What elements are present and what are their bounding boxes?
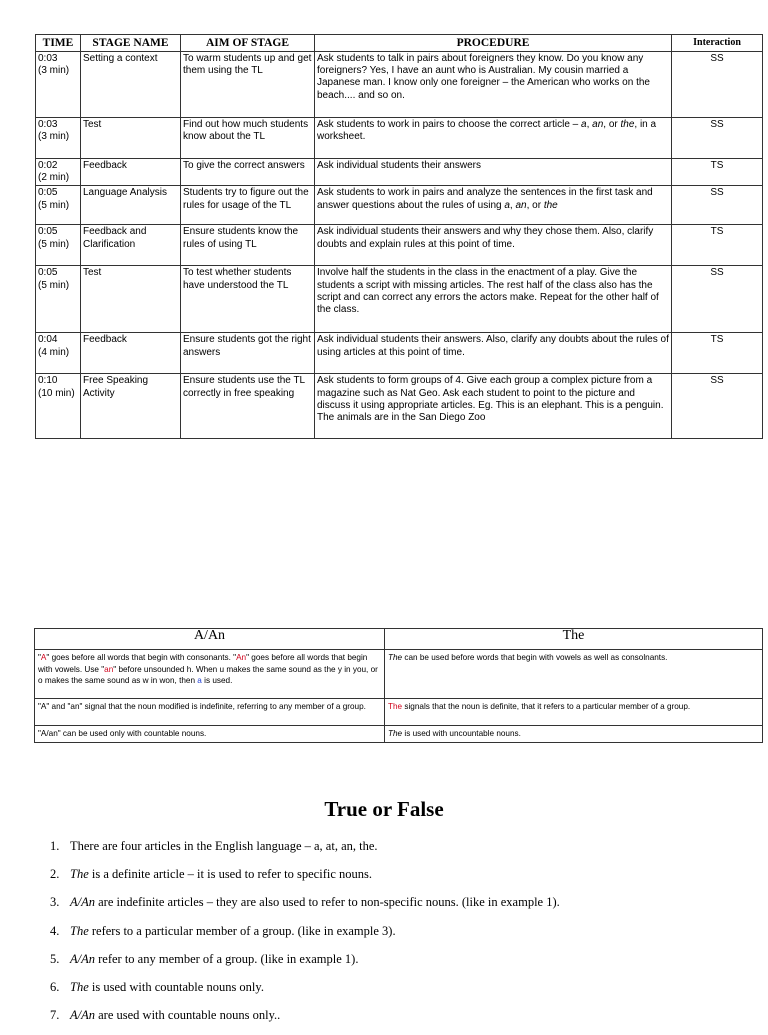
table-row	[35, 699, 763, 726]
article-the: The	[388, 653, 403, 662]
article-a: a	[581, 119, 587, 130]
stage-name-cell: Setting a context	[81, 52, 181, 118]
rule-text: can be used before words that begin with vowels as well as consolnants.	[402, 653, 668, 662]
lesson-plan-header-row	[36, 35, 763, 52]
duration-value: (4 min)	[38, 346, 70, 358]
item-number: 2.	[50, 867, 60, 882]
table-row	[36, 266, 763, 333]
aim-cell: Ensure students use the TL correctly in free speaking	[181, 374, 315, 439]
the-rule-cell	[385, 650, 763, 699]
item-number: 6.	[50, 979, 60, 994]
highlight-a: A	[40, 653, 47, 662]
aim-cell: Ensure students know the rules of using TL	[181, 225, 315, 266]
table-row	[36, 159, 763, 186]
list-item	[50, 1007, 560, 1035]
a-an-rule-cell: "A/an" can be used only with countable nouns.	[35, 726, 385, 743]
article-the: the	[620, 119, 635, 130]
table-row	[36, 52, 763, 118]
table-row	[35, 726, 763, 743]
item-number: 3.	[50, 895, 60, 910]
item-text: refer to any member of a group. (like in example 1).	[95, 951, 359, 966]
item-text: is used with countable nouns only.	[88, 979, 264, 994]
time-cell	[36, 333, 81, 374]
separator: ,	[509, 199, 516, 211]
header-a-an: A/An	[35, 629, 385, 650]
stage-name-cell: Feedback	[81, 333, 181, 374]
item-number: 4.	[50, 923, 60, 938]
time-value: 0:04	[38, 334, 58, 346]
time-value: 0:10	[38, 375, 58, 387]
article-a: a	[504, 199, 510, 211]
stage-name-cell: Free Speaking Activity	[81, 374, 181, 439]
procedure-text: , in a worksheet.	[317, 119, 657, 143]
rules-header-row	[35, 629, 763, 650]
the-rule-cell	[385, 699, 763, 726]
header-stage-name: STAGE NAME	[81, 35, 181, 52]
item-text: are indefinite articles – they are also used to refer to non-specific nouns. (like in example 1).	[95, 895, 560, 910]
a-an-rule-cell	[35, 650, 385, 699]
time-value: 0:02	[38, 160, 58, 171]
time-cell	[36, 225, 81, 266]
time-cell	[36, 159, 81, 186]
rule-text: " goes before all words that begin with vowels. Use "	[38, 653, 368, 674]
header-time: TIME	[36, 35, 81, 52]
procedure-cell: Ask students to form groups of 4. Give each group a complex picture from a magazine such as Nat Geo. Ask each student to point to the picture and discuss it using appropriate articles. Eg. This is an elephant. This is a penguin. The animals are in the San Diego Zoo	[315, 374, 672, 439]
header-interaction: Interaction	[672, 35, 763, 52]
item-text: are used with countable nouns only..	[95, 1008, 281, 1023]
list-item	[50, 866, 560, 894]
the-rule-cell	[385, 726, 763, 743]
aim-cell: To warm students up and get them using the TL	[181, 52, 315, 118]
header-procedure: PROCEDURE	[315, 35, 672, 52]
rule-text: "	[38, 653, 41, 662]
quiz-list	[50, 838, 560, 1035]
list-item	[50, 923, 560, 951]
rule-text: is used with uncountable nouns.	[402, 729, 521, 738]
time-cell	[36, 52, 81, 118]
interaction-cell: SS	[672, 266, 763, 333]
stage-name-cell: Language Analysis	[81, 186, 181, 225]
separator: ,	[586, 119, 593, 130]
time-value: 0:05	[38, 267, 58, 279]
stage-name-cell: Feedback	[81, 159, 181, 186]
article-an: an	[592, 119, 604, 130]
duration-value: (5 min)	[38, 238, 70, 250]
item-number: 1.	[50, 839, 60, 853]
header-the: The	[385, 629, 763, 650]
rule-text: signals that the noun is definite, that it refers to a particular member of a group.	[402, 702, 691, 711]
table-row	[36, 118, 763, 159]
time-cell	[36, 374, 81, 439]
procedure-cell: Ask individual students their answers	[315, 159, 672, 186]
interaction-cell: TS	[672, 159, 763, 186]
procedure-cell: Ask students to talk in pairs about foreigners they know. Do you know any foreigners? Yes, I have an aunt who is Australian. My cousin married a Japanese man. I know only one foreigner – the American who works on the beach.... and so on.	[315, 52, 672, 118]
list-item	[50, 838, 560, 866]
time-cell	[36, 266, 81, 333]
interaction-cell: SS	[672, 118, 763, 159]
interaction-cell: SS	[672, 374, 763, 439]
time-value: 0:03	[38, 53, 58, 64]
procedure-cell	[315, 118, 672, 159]
item-text: is a definite article – it is used to refer to specific nouns.	[88, 867, 372, 882]
article-the: The	[388, 729, 403, 738]
interaction-cell: SS	[672, 186, 763, 225]
article-rules-table	[34, 628, 763, 743]
procedure-text: Ask students to work in pairs to choose the correct article –	[317, 119, 582, 130]
item-lead: A/An	[70, 895, 95, 910]
time-value: 0:03	[38, 119, 58, 130]
a-an-rule-cell: "A" and "an" signal that the noun modified is indefinite, referring to any member of a group.	[35, 699, 385, 726]
rule-text: " goes before all words that begin with consonants. "	[46, 653, 237, 662]
stage-name-cell: Feedback and Clarification	[81, 225, 181, 266]
interaction-cell: SS	[672, 52, 763, 118]
interaction-cell: TS	[672, 333, 763, 374]
separator: , or	[526, 199, 544, 211]
aim-cell: Find out how much students know about the TL	[181, 118, 315, 159]
stage-name-cell: Test	[81, 266, 181, 333]
article-an: an	[515, 199, 527, 211]
rule-text: is used.	[201, 676, 233, 686]
highlight-the: The	[388, 702, 403, 711]
table-row	[36, 374, 763, 439]
time-value: 0:05	[38, 187, 58, 199]
procedure-text: Ask students to work in pairs and analyze the sentences in the first task and answer questions about the rules of using	[317, 187, 653, 211]
item-lead: A/An	[70, 951, 95, 966]
duration-value: (10 min)	[38, 387, 75, 399]
procedure-cell: Involve half the students in the class in the enactment of a play. Give the students a script with missing articles. The rest half of the class also has the script and can correct any errors the actors make. Repeat for the other half of the class.	[315, 266, 672, 333]
duration-value: (5 min)	[38, 279, 70, 291]
item-text: There are four articles in the English language – a, at, an, the.	[70, 839, 378, 853]
separator: , or	[603, 119, 621, 130]
list-item	[50, 894, 560, 922]
header-aim-of-stage: AIM OF STAGE	[181, 35, 315, 52]
highlight-a: a	[197, 676, 202, 686]
time-cell	[36, 186, 81, 225]
table-row	[35, 650, 763, 699]
time-value: 0:05	[38, 226, 58, 238]
highlight-an: an	[104, 664, 114, 674]
lesson-plan-table	[35, 34, 763, 439]
item-number: 5.	[50, 951, 60, 966]
procedure-cell	[315, 186, 672, 225]
time-cell	[36, 118, 81, 159]
duration-value: (5 min)	[38, 199, 70, 211]
procedure-cell: Ask individual students their answers and why they chose them. Also, clarify doubts and explain rules at this point of time.	[315, 225, 672, 266]
item-number: 7.	[50, 1008, 60, 1023]
duration-value: (2 min)	[38, 172, 70, 184]
article-the: the	[543, 199, 558, 211]
item-lead: The	[70, 867, 89, 882]
item-lead: A/An	[70, 1008, 95, 1023]
list-item	[50, 979, 560, 1007]
aim-cell: Ensure students got the right answers	[181, 333, 315, 374]
duration-value: (3 min)	[38, 131, 70, 143]
item-lead: The	[70, 979, 89, 994]
item-text: refers to a particular member of a group. (like in example 3).	[88, 923, 396, 938]
stage-name-cell: Test	[81, 118, 181, 159]
table-row	[36, 186, 763, 225]
list-item	[50, 951, 560, 979]
aim-cell: To give the correct answers	[181, 159, 315, 186]
duration-value: (3 min)	[38, 65, 70, 77]
rule-text: " before unsounded h. When u makes the same sound as the y in you, or o makes the same sound as w in won, then	[38, 664, 378, 686]
table-row	[36, 225, 763, 266]
item-lead: The	[70, 923, 89, 938]
quiz-title: True or False	[324, 797, 444, 821]
aim-cell: Students try to figure out the rules for usage of the TL	[181, 186, 315, 225]
interaction-cell: TS	[672, 225, 763, 266]
highlight-an: An	[236, 653, 247, 662]
aim-cell: To test whether students have understood the TL	[181, 266, 315, 333]
table-row	[36, 333, 763, 374]
procedure-cell: Ask individual students their answers. Also, clarify any doubts about the rules of using articles at this point of time.	[315, 333, 672, 374]
